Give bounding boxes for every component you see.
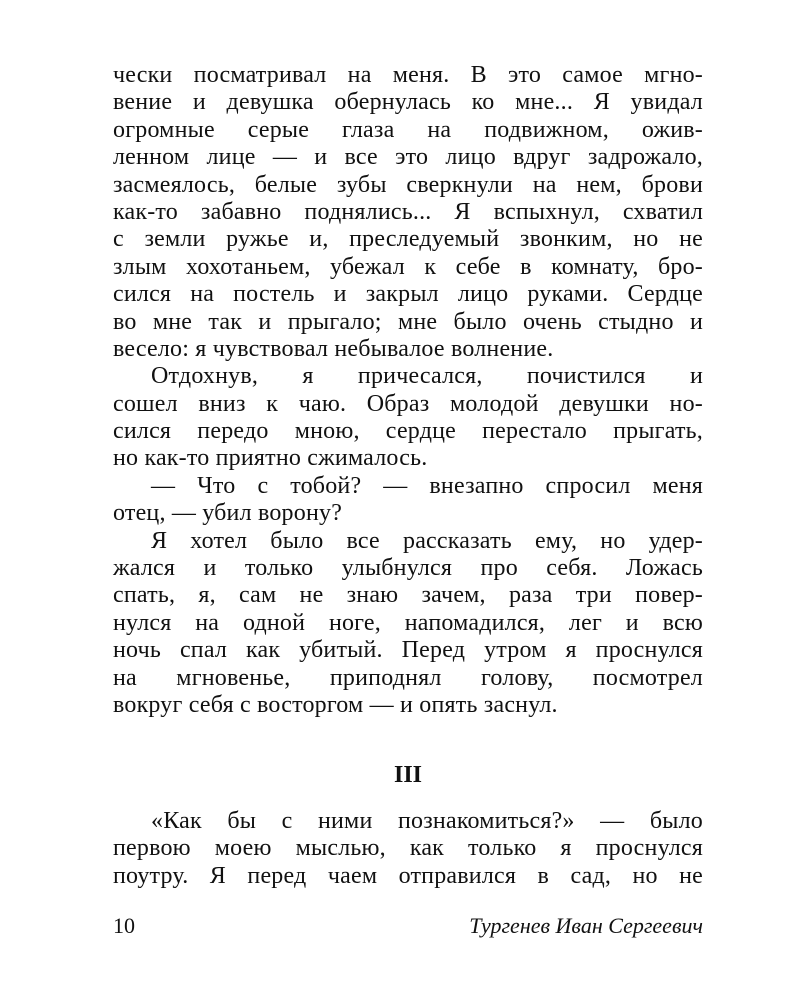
text-line-8: злым хохотаньем, убежал к себе в комнату, бро- bbox=[113, 253, 703, 280]
text-line-14: сился передо мною, сердце перестало прыгать, bbox=[113, 418, 703, 445]
text-line-21: нулся на одной ноге, напомадился, лег и всю bbox=[113, 609, 703, 636]
text-line-15: но как-то приятно сжималось. bbox=[113, 445, 428, 472]
chapter-line-3: поутру. Я перед чаем отправился в сад, но не bbox=[113, 862, 703, 889]
text-line-17: отец, — убил ворону? bbox=[113, 500, 343, 527]
text-line-20: спать, я, сам не знаю зачем, раза три повер- bbox=[113, 582, 703, 609]
text-line-18: Я хотел было все рассказать ему, но удер- bbox=[151, 527, 703, 554]
text-line-4: ленном лице — и все это лицо вдруг задрожало, bbox=[113, 144, 703, 171]
chapter-line-2: первою моею мыслью, как только я проснулся bbox=[113, 835, 703, 862]
text-line-1: чески посматривал на меня. В это самое мгно- bbox=[113, 62, 703, 88]
text-line-24: вокруг себя с восторгом — и опять заснул. bbox=[113, 691, 558, 718]
text-line-6: как-то забавно поднялись... Я вспыхнул, схватил bbox=[113, 198, 703, 225]
text-line-2: вение и девушка обернулась ко мне... Я увидал bbox=[113, 89, 703, 116]
page-number: 10 bbox=[113, 913, 135, 938]
text-line-13: сошел вниз к чаю. Образ молодой девушки но- bbox=[113, 390, 703, 417]
text-line-9: сился на постель и закрыл лицо руками. Сердце bbox=[113, 281, 703, 308]
chapter-text bbox=[113, 808, 703, 890]
running-title: Тургенев Иван Сергеевич bbox=[469, 913, 703, 938]
chapter-heading: III bbox=[393, 762, 423, 788]
page-body-text bbox=[113, 62, 703, 719]
text-line-23: на мгновенье, приподнял голову, посмотрел bbox=[113, 664, 703, 691]
text-line-10: во мне так и прыгало; мне было очень стыдно и bbox=[113, 308, 703, 335]
text-line-5: засмеялось, белые зубы сверкнули на нем, брови bbox=[113, 171, 703, 198]
text-line-7: с земли ружье и, преследуемый звонким, но не bbox=[113, 226, 703, 253]
text-line-16: — Что с тобой? — внезапно спросил меня bbox=[151, 472, 703, 499]
text-line-19: жался и только улыбнулся про себя. Ложась bbox=[113, 555, 703, 582]
text-line-11: весело: я чувствовал небывалое волнение. bbox=[113, 335, 554, 362]
text-line-12: Отдохнув, я причесался, почистился и bbox=[151, 363, 703, 390]
page-footer bbox=[113, 912, 703, 940]
chapter-line-1: «Как бы с ними познакомиться?» — было bbox=[151, 808, 703, 834]
text-line-22: ночь спал как убитый. Перед утром я проснулся bbox=[113, 637, 703, 664]
text-line-3: огромные серые глаза на подвижном, ожив- bbox=[113, 116, 703, 143]
